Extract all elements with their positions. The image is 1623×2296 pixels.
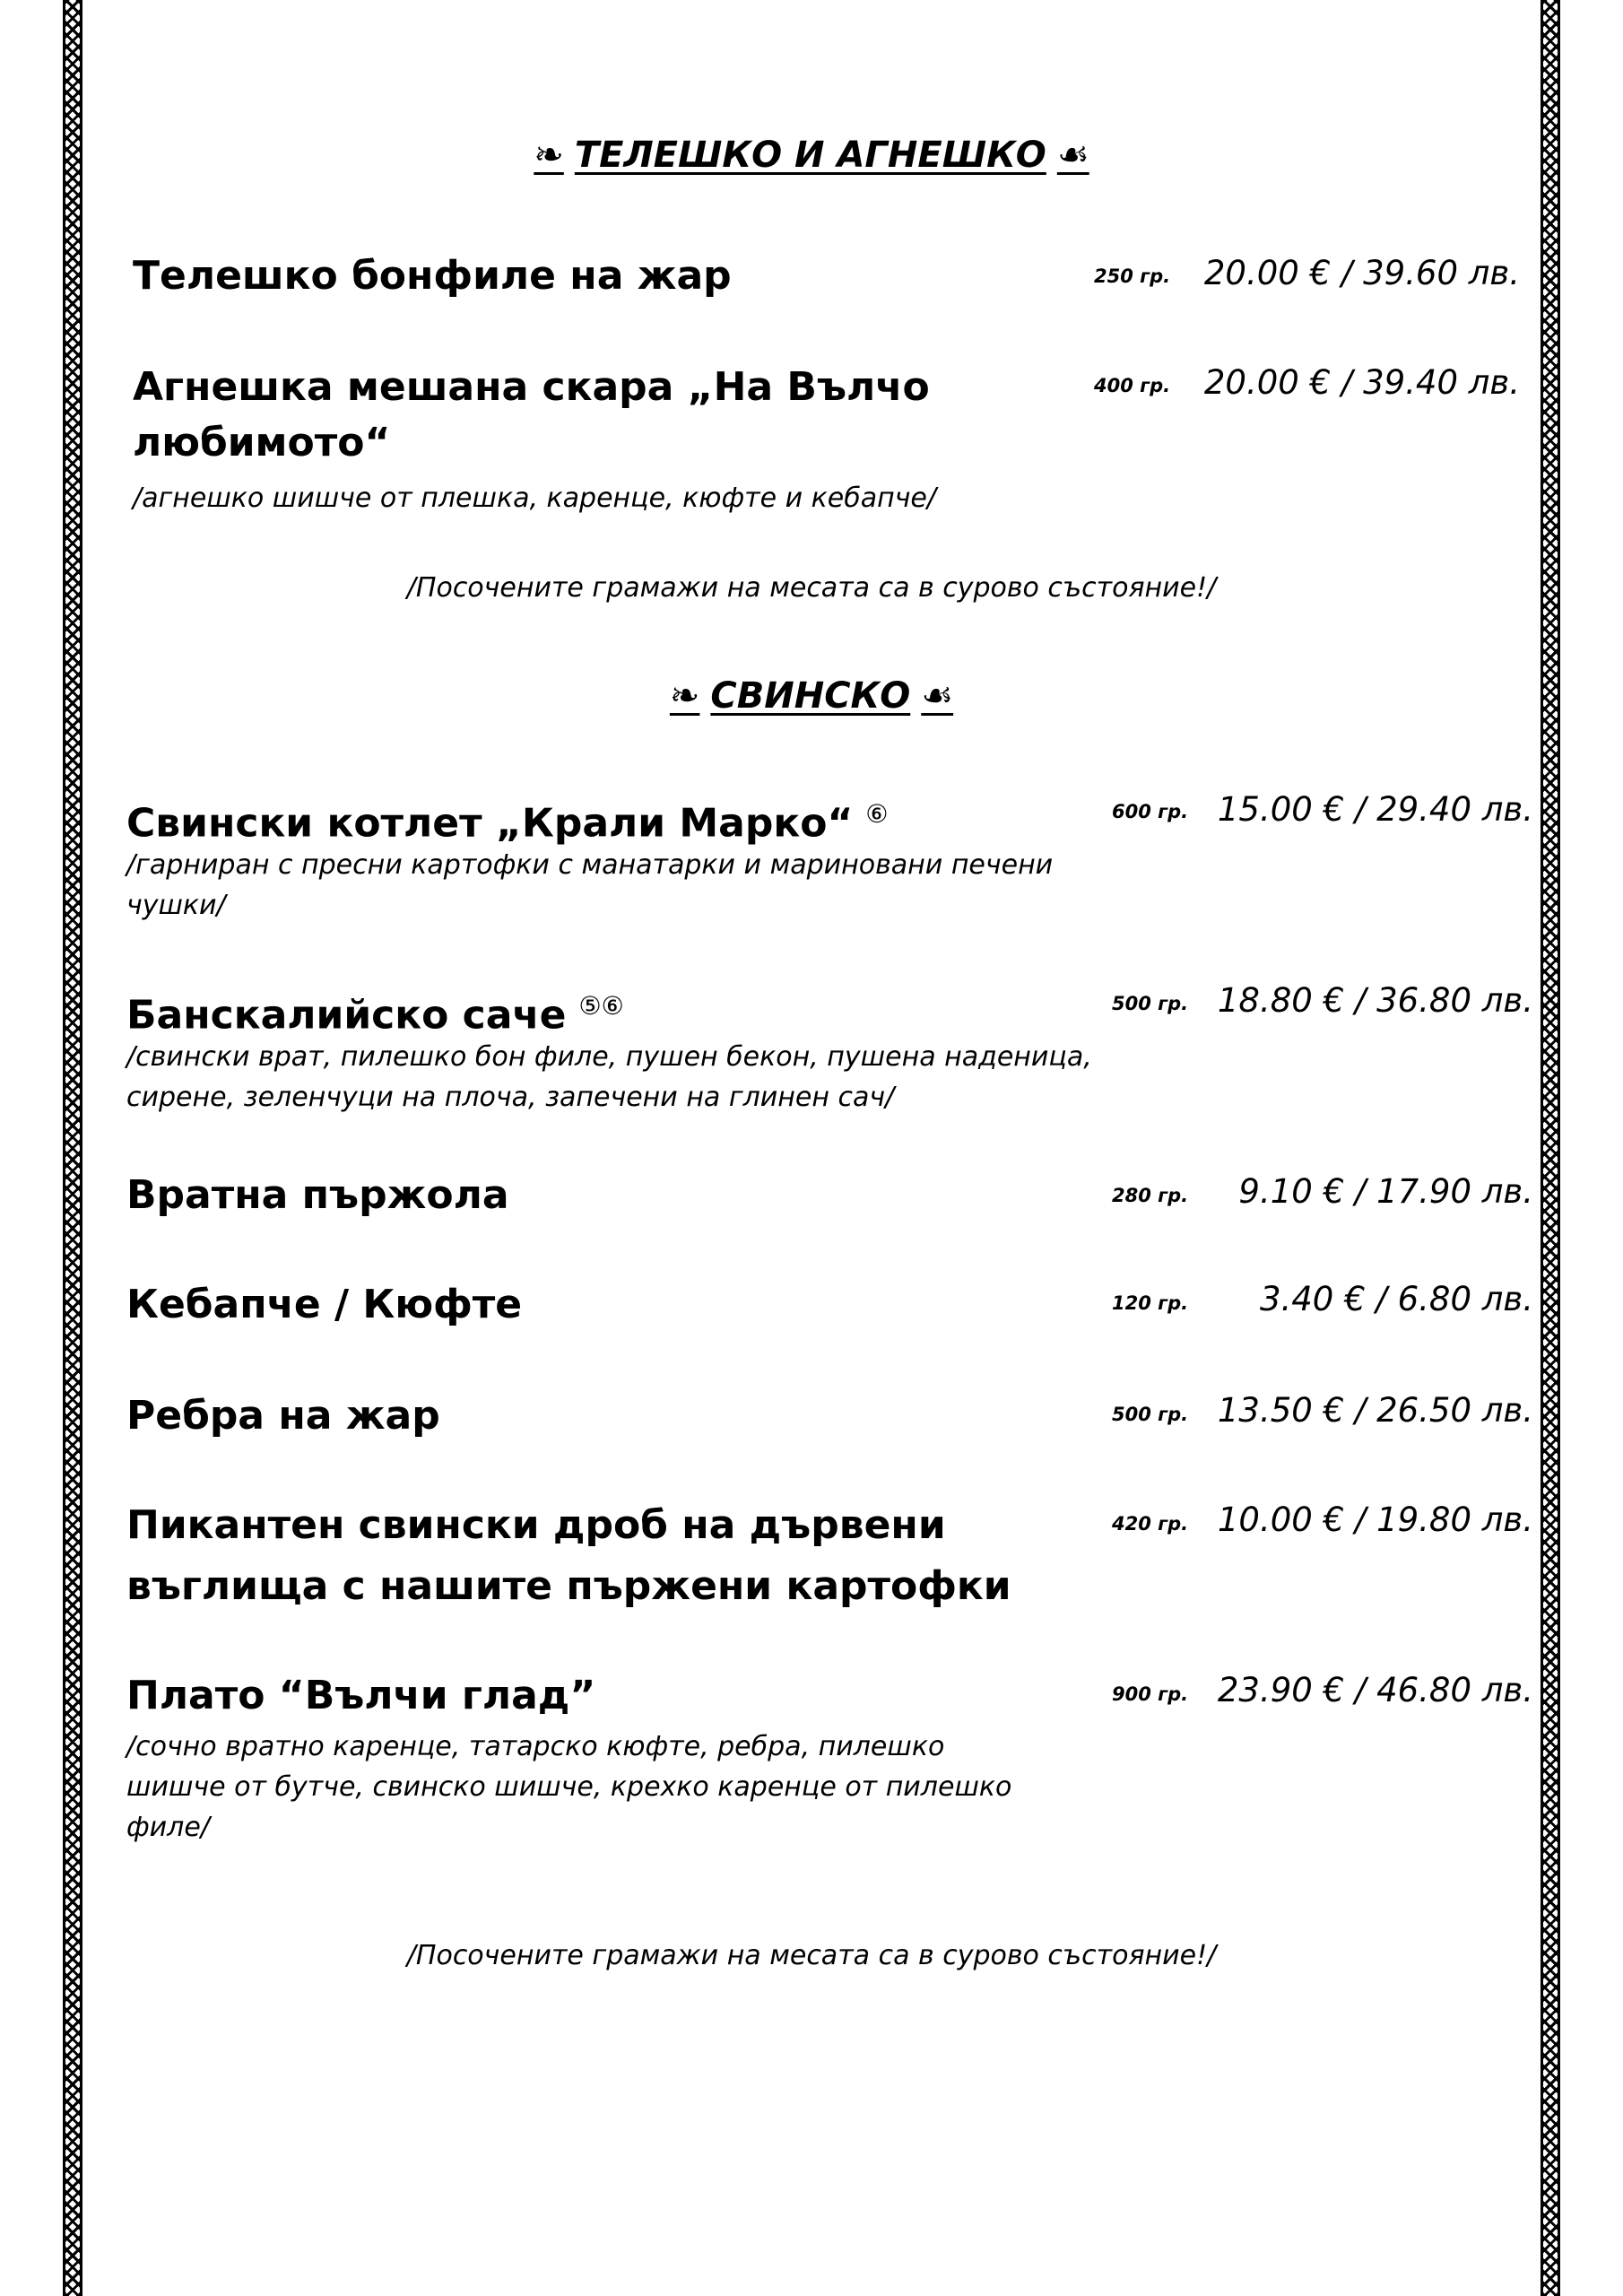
menu-item-weight: 400 гр. [1094, 375, 1171, 396]
section-title: СВИНСКО [710, 675, 911, 717]
menu-item-weight: 600 гр. [1112, 801, 1189, 822]
menu-item-price: 9.10 € / 17.90 лв. [1238, 1172, 1533, 1211]
allergen-markers: ⑤⑥ [578, 991, 624, 1021]
section-title: ТЕЛЕШКО И АГНЕШКО [574, 135, 1046, 176]
menu-item-name: Плато “Вълчи глад” [126, 1673, 596, 1718]
menu-item-weight: 500 гр. [1112, 1404, 1189, 1425]
menu-item-price: 13.50 € / 26.50 лв. [1217, 1391, 1533, 1430]
ornament-left-icon: ❧ [534, 135, 564, 176]
menu-item-weight: 280 гр. [1112, 1185, 1189, 1206]
menu-item-weight: 250 гр. [1094, 265, 1171, 287]
menu-item-weight: 420 гр. [1112, 1513, 1189, 1535]
menu-item-description: /сочно вратно каренце, татарско кюфте, ребра, пилешко [126, 1731, 945, 1762]
menu-item-weight: 500 гр. [1112, 993, 1189, 1014]
menu-item-description: /агнешко шишче от плешка, каренце, кюфте и кебапче/ [133, 483, 937, 514]
menu-item-price: 3.40 € / 6.80 лв. [1259, 1280, 1533, 1318]
raw-weight-note: /Посочените грамажи на месата са в сурово състояние!/ [406, 572, 1217, 604]
ornament-left-icon: ❧ [669, 675, 700, 717]
menu-item-description: /гарниран с пресни картофки с манатарки и мариновани печени [126, 849, 1054, 881]
menu-item-description: /свински врат, пилешко бон филе, пушен бекон, пушена наденица, [126, 1041, 1092, 1073]
menu-item-weight: 120 гр. [1112, 1292, 1189, 1314]
menu-item-name-line2: любимото“ [133, 420, 391, 465]
ornament-right-icon: ☙ [1056, 135, 1089, 176]
section-heading-pork [0, 674, 1623, 718]
menu-item-weight: 900 гр. [1112, 1683, 1189, 1705]
menu-item-name: Вратна пържола [126, 1172, 509, 1218]
menu-item-name: Ребра на жар [126, 1393, 440, 1439]
menu-item-price: 20.00 € / 39.60 лв. [1203, 254, 1520, 292]
menu-item-price: 23.90 € / 46.80 лв. [1217, 1671, 1533, 1709]
menu-item-name: Агнешка мешана скара „На Вълчо [133, 364, 930, 410]
menu-item-name-line2: въглища с нашите пържени картофки [126, 1563, 1011, 1609]
menu-item-description-line2: чушки/ [126, 890, 226, 921]
menu-item-price: 10.00 € / 19.80 лв. [1217, 1500, 1533, 1539]
section-heading-veal-lamb [0, 133, 1623, 178]
menu-item-name: Кебапче / Кюфте [126, 1282, 523, 1327]
ornament-right-icon: ☙ [921, 675, 954, 717]
allergen-markers: ⑥ [865, 799, 889, 829]
menu-item-description-line2: шишче от бутче, свинско шишче, крехко каренце от пилешко [126, 1771, 1012, 1803]
menu-item-price: 20.00 € / 39.40 лв. [1203, 363, 1520, 402]
menu-item-name: Пикантен свински дроб на дървени [126, 1502, 946, 1548]
menu-item-description-line3: филе/ [126, 1812, 210, 1843]
menu-item-name: Свински котлет „Крали Марко“ ⑥ [126, 799, 889, 847]
menu-item-description-line2: сирене, зеленчуци на плоча, запечени на глинен сач/ [126, 1082, 895, 1113]
menu-item-price: 15.00 € / 29.40 лв. [1217, 790, 1533, 829]
menu-item-name: Банскалийско саче ⑤⑥ [126, 991, 624, 1039]
raw-weight-note: /Посочените грамажи на месата са в сурово състояние!/ [406, 1940, 1217, 1971]
menu-item-price: 18.80 € / 36.80 лв. [1217, 981, 1533, 1020]
menu-item-name: Телешко бонфиле на жар [133, 253, 732, 299]
